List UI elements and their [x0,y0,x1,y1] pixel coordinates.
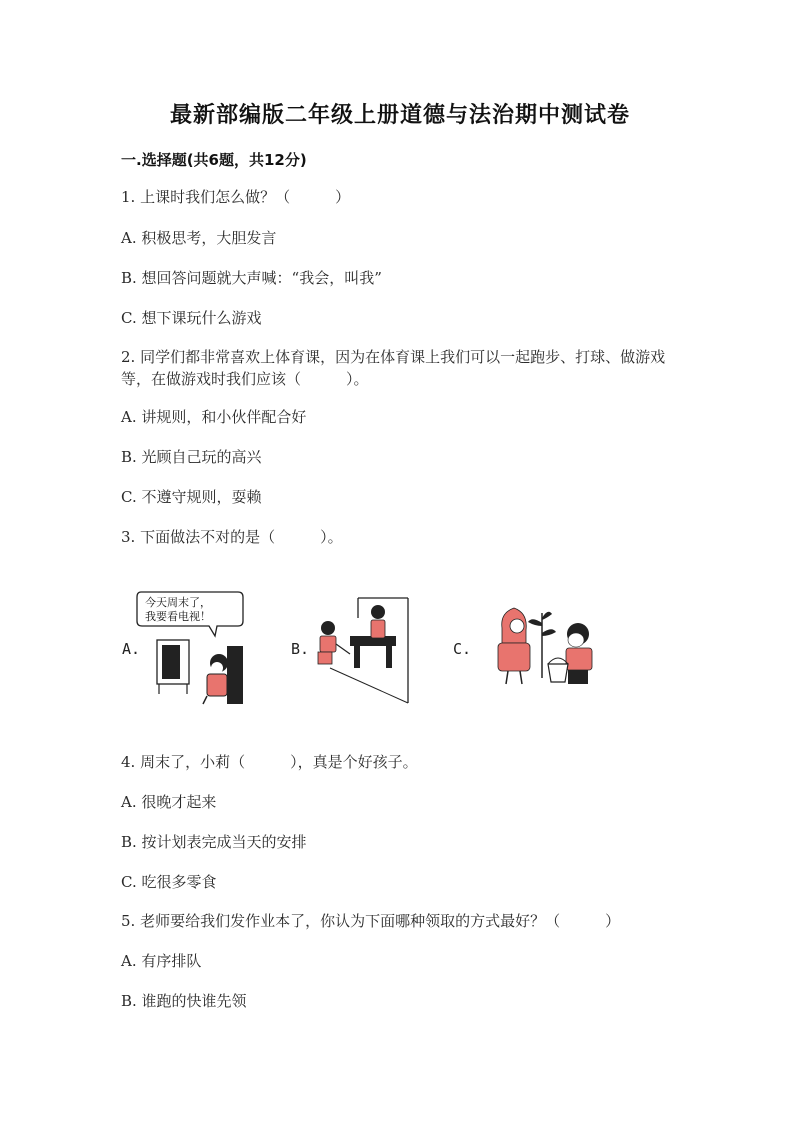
question-2-option-c[interactable]: C. 不遵守规则，耍赖 [121,488,262,506]
section-heading: 一.选择题(共6题，共12分) [121,151,307,169]
question-5-option-a[interactable]: A. 有序排队 [121,952,202,970]
exam-title: 最新部编版二年级上册道德与法治期中测试卷 [169,103,630,128]
question-5-stem: 5. 老师要给我们发作业本了，你认为下面哪种领取的方式最好？（ ） [121,912,621,930]
question-3-stem: 3. 下面做法不对的是（ ）。 [121,528,343,546]
question-2-option-b[interactable]: B. 光顾自己玩的高兴 [121,448,262,466]
question-1-option-c[interactable]: C. 想下课玩什么游戏 [121,309,262,327]
child-figure-icon [203,646,243,704]
question-1-stem: 1. 上课时我们怎么做？（ ） [121,188,351,206]
figure-label-b[interactable]: B. [291,640,310,658]
standing-child-icon [371,605,385,638]
question-4-option-c[interactable]: C. 吃很多零食 [121,873,217,891]
question-5-option-b[interactable]: B. 谁跑的快谁先领 [121,992,247,1010]
question-2-stem: 2. 同学们都非常喜欢上体育课，因为在体育课上我们可以一起跑步、打球、做游戏等，在做游戏时我们应该（ ）。 [121,348,666,388]
question-2-option-a[interactable]: A. 讲规则，和小伙伴配合好 [121,408,307,426]
desk-icon [350,636,396,668]
blackboard-icon [330,598,408,703]
question-4-option-b[interactable]: B. 按计划表完成当天的安排 [121,833,307,851]
bubble-line-2: 我要看电视！ [145,610,211,623]
bucket-icon [548,658,568,682]
question-1-option-b[interactable]: B. 想回答问题就大声喊：“我会，叫我” [121,269,382,287]
figure-a-tv-illustration[interactable] [135,588,250,708]
crouching-child-icon [318,621,350,664]
question-4-option-a[interactable]: A. 很晚才起来 [121,793,217,811]
question-1-option-a[interactable]: A. 积极思考，大胆发言 [121,229,277,247]
figure-c-planting-illustration[interactable] [490,588,605,708]
question-4-stem: 4. 周末了，小莉（ ），真是个好孩子。 [121,753,418,771]
figure-label-a[interactable]: A. [122,640,141,658]
figure-label-c[interactable]: C. [453,640,472,658]
television-icon [157,640,189,694]
figure-b-cleaning-illustration[interactable] [310,588,415,708]
bubble-line-1: 今天周末了， [145,596,211,609]
girl-figure-icon [498,608,530,684]
boy-figure-icon [566,623,592,684]
